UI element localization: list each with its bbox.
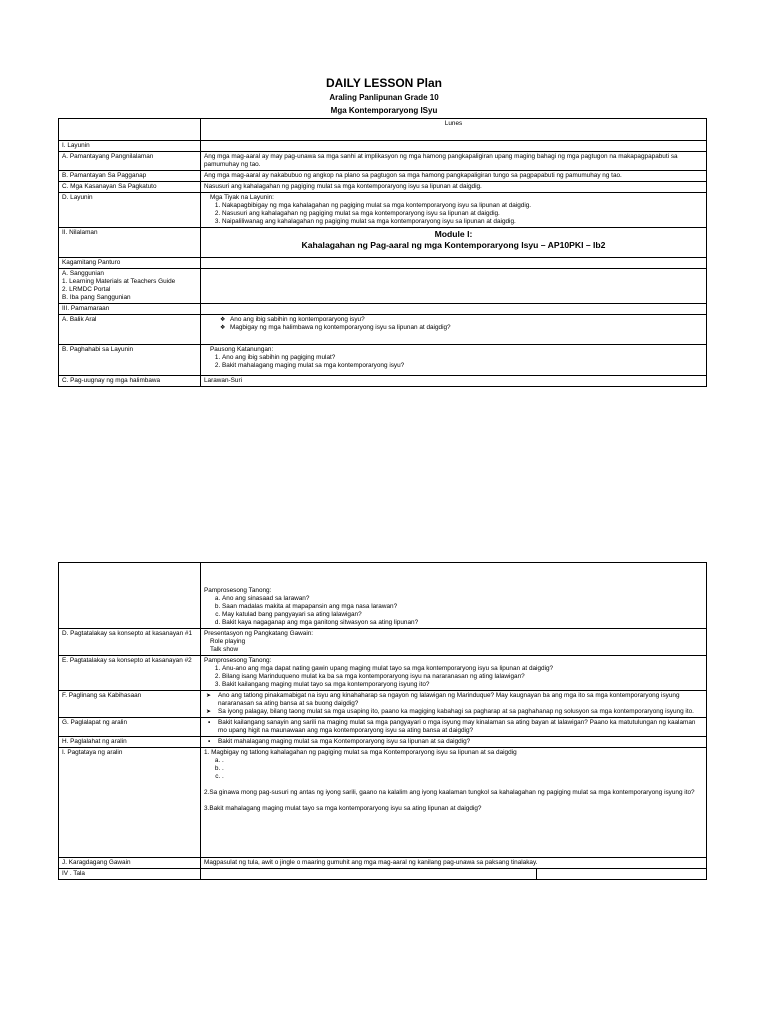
- i-value: [201, 748, 707, 858]
- balik-aral-label: A. Balik Aral: [59, 315, 201, 345]
- paguugnay-value: Larawan-Suri: [201, 376, 707, 387]
- j-label: J. Karagdagang Gawain: [59, 858, 201, 869]
- sanggunian-line: A. Sanggunian: [62, 270, 104, 277]
- list-item: ❖ Magbigay ng mga halimbawa ng kontemporaryong isyu sa lipunan at daigdig?: [232, 324, 703, 332]
- empty-cell: [201, 141, 707, 152]
- proseso-intro: Pamprosesong Tanong:: [204, 587, 272, 594]
- empty-cell: [201, 258, 707, 269]
- nilalaman-label: II. Nilalaman: [59, 228, 201, 258]
- paghahabi-label: B. Paghahabi sa Layunin: [59, 345, 201, 376]
- layunin-list: [204, 202, 703, 226]
- pamamaraan-label: III. Pamamaraan: [59, 304, 201, 315]
- list-item: a. .: [222, 757, 703, 765]
- f-value: [201, 691, 707, 718]
- g-value: [201, 718, 707, 737]
- layunin-label: D. Layunin: [59, 193, 201, 228]
- d-item: Role playing: [210, 638, 246, 645]
- list-item: c. .: [222, 773, 703, 781]
- e-label: E. Pagtatalakay sa konsepto at kasanayan #2: [59, 656, 201, 691]
- d-value: [201, 629, 707, 656]
- j-value: Magpasulat ng tula, awit o jingle o maaring gumuhit ang mga mag-aaral ng kanilang pag-unawa sa paksang tinalakay.: [201, 858, 707, 869]
- list-item: ❖ Ano ang ibig sabihin ng kontemporaryong isyu?: [232, 316, 703, 324]
- document-topic: Mga Kontemporaryong ISyu: [330, 106, 438, 115]
- layunin-value: [201, 193, 707, 228]
- i-question-3: 3.Bakit mahalagang maging mulat tayo sa mga kontemporaryong isyu sa ating lipunan at daigdig?: [204, 805, 482, 812]
- paghahabi-intro: Pausong Katanungan:: [210, 346, 274, 353]
- module-title: Kahalagahan ng Pag-aaral ng mga Kontemporaryong Isyu – AP10PKI – Ib2: [301, 240, 606, 250]
- list-item: ➤ Ano ang tatlong pinakamabigat na isyu ang kinahaharap sa ngayon ng lalawigan ng Marinduque? May kaugnayan ba ang mga ito sa mga kontemporaryong isyung nararanasan sa ating bansa at sa buong daigdig?: [218, 692, 703, 708]
- g-list: [204, 719, 703, 735]
- module-number: Module I:: [434, 229, 473, 239]
- list-item: 2. Bilang isang Marinduqueno mulat ka ba sa mga kontemporaryong isyu na nararanasan ng ating lalawigan?: [222, 673, 703, 681]
- kasanayan-value: Nasusuri ang kahalagahan ng pagiging mulat sa mga kontemporaryong isyu sa lipunan at daigdig.: [201, 182, 707, 193]
- g-label: G. Paglalapat ng aralin: [59, 718, 201, 737]
- sanggunian-line: 1. Learning Materials at Teachers Guide: [62, 278, 176, 285]
- sanggunian-cell: [59, 269, 201, 304]
- i-label: I. Pagtataya ng aralin: [59, 748, 201, 858]
- empty-header-cell: [59, 119, 201, 141]
- h-value: [201, 737, 707, 748]
- iv-label: IV . Tala: [59, 869, 201, 880]
- list-item: 3. Bakit kailangang maging mulat tayo sa mga kontemporaryong isyung ito?: [222, 681, 703, 689]
- list-item: 3. Naipaliliwanag ang kahalagahan ng pagiging mulat sa mga kontemporaryong isyu sa lipunan at daigdig.: [222, 218, 703, 226]
- list-item: d. Bakit kaya nagaganap ang mga ganitong sitwasyon sa ating lipunan?: [222, 619, 703, 627]
- e-intro: Pamprosesong Tanong:: [204, 657, 272, 664]
- kagamitang-label: Kagamitang Panturo: [59, 258, 201, 269]
- lesson-table-part-2: [58, 562, 707, 880]
- balik-aral-value: [201, 315, 707, 345]
- empty-cell: [59, 563, 201, 629]
- d-item: Talk show: [210, 646, 239, 653]
- e-value: [201, 656, 707, 691]
- list-item: a. Ano ang sinasaad sa larawan?: [222, 595, 703, 603]
- pagganap-label: B. Pamantayan Sa Pagganap: [59, 171, 201, 182]
- proseso-cell: [201, 563, 707, 629]
- document-subject: Araling Panlipunan Grade 10: [329, 93, 439, 102]
- list-item: 1. Anu-ano ang mga dapat nating gawin upang maging mulat tayo sa mga kontemporaryong isyu sa lipunan at daigdig?: [222, 665, 703, 673]
- list-item: 2. Nasusuri ang kahalagahan ng pagiging mulat sa mga kontemporaryong isyu sa lipunan at daigdig.: [222, 210, 703, 218]
- balik-aral-list: [204, 316, 703, 332]
- proseso-list: [204, 595, 703, 627]
- list-item: 1. Nakapagbibigay ng mga kahalagahan ng pagiging mulat sa mga kontemporaryong isyu sa lipunan at daigdig.: [222, 202, 703, 210]
- pagganap-value: Ang mga mag-aaral ay nakabubuo ng angkop na plano sa pagtugon sa mga hamong pangkapaligiran tungo sa pagpapabuti ng pamumuhay ng tao.: [201, 171, 707, 182]
- list-item: b. .: [222, 765, 703, 773]
- list-item: 1. Ano ang ibig sabihin ng pagiging mulat?: [222, 354, 703, 362]
- list-item: ▪ Bakit kailangang sanayin ang sarili na maging mulat sa mga pangyayari o mga isyung may kinalaman sa ating bayan at lalawigan? Paano ka matutulungan ng kaalaman mo upang higit na maunawaan ang mga kontemporaryong isyu sa ating bansa at daigdig?: [218, 719, 703, 735]
- i-question-2: 2.Sa ginawa mong pag-susuri ng antas ng iyong sarili, gaano na kalalim ang iyong kaalaman tungkol sa kahalagahan ng pagiging mulat sa mga kontemporaryong isyung ito?: [204, 789, 695, 796]
- d-label: D. Pagtatalakay sa konsepto at kasanayan #1: [59, 629, 201, 656]
- module-cell: [201, 228, 707, 258]
- d-intro: Presentasyon ng Pangkatang Gawain:: [204, 630, 314, 637]
- list-item: b. Saan madalas makita at mapapansin ang mga nasa larawan?: [222, 603, 703, 611]
- sanggunian-line: B. Iba pang Sanggunian: [62, 294, 131, 301]
- list-item: 2. Bakit mahalagang maging mulat sa mga kontemporaryong isyu?: [222, 362, 703, 370]
- pamantayang-label: A. Pamantayang Pangnilalaman: [59, 152, 201, 171]
- i-question-1: 1. Magbigay ng tatlong kahalagahan ng pagiging mulat sa mga Kontemporaryong isyu sa lipunan at sa daigdig: [204, 749, 517, 756]
- empty-cell: [201, 304, 707, 315]
- empty-cell: [537, 869, 707, 880]
- i-q1-list: [204, 757, 703, 781]
- h-list: [204, 738, 703, 746]
- f-label: F. Paglinang sa Kabihasaan: [59, 691, 201, 718]
- empty-cell: [201, 869, 537, 880]
- f-list: [204, 692, 703, 716]
- layunin-section-label: I. Layunin: [59, 141, 201, 152]
- day-header: Lunes: [201, 119, 707, 141]
- sanggunian-line: 2. LRMDC Portal: [62, 286, 111, 293]
- paguugnay-label: C. Pag-uugnay ng mga halimbawa: [59, 376, 201, 387]
- e-list: [204, 665, 703, 689]
- kasanayan-label: C. Mga Kasanayan Sa Pagkatuto: [59, 182, 201, 193]
- list-item: ➤ Sa iyong palagay, bilang taong mulat sa mga usaping ito, paano ka magiging kabahagi sa pagharap at sa paghahanap ng solusyon sa mga kontemporaryong isyung ito.: [218, 708, 703, 716]
- lesson-table-part-1: [58, 118, 707, 387]
- document-title: DAILY LESSON Plan: [325, 76, 443, 90]
- list-item: c. May katulad bang pangyayari sa ating lalawigan?: [222, 611, 703, 619]
- h-label: H. Paglalahat ng aralin: [59, 737, 201, 748]
- paghahabi-value: [201, 345, 707, 376]
- pamantayang-value: Ang mga mag-aaral ay may pag-unawa sa mga sanhi at implikasyon ng mga hamong pangkapaligiran upang maging bahagi ng mga pagtugon na makapagpapabuti sa pamumuhay ng tao.: [201, 152, 707, 171]
- empty-cell: [201, 269, 707, 304]
- list-item: ▪ Bakit mahalagang maging mulat sa mga Kontemporaryong isyu sa lipunan at sa daigdig?: [218, 738, 703, 746]
- paghahabi-list: [204, 354, 703, 370]
- layunin-intro: Mga Tiyak na Layunin:: [210, 194, 274, 201]
